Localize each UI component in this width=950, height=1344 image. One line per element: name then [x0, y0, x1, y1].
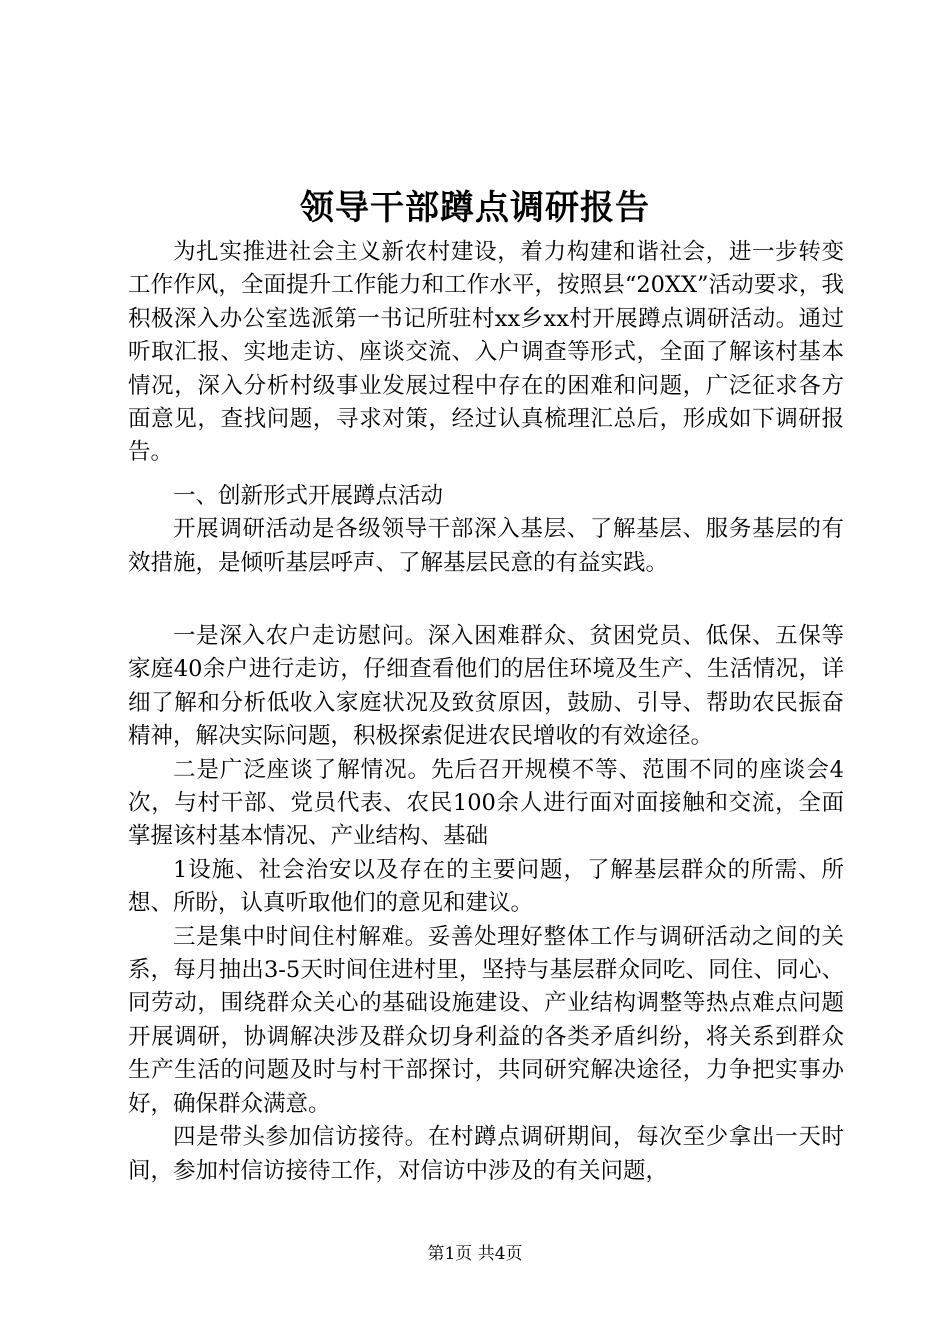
intro-paragraph: 为扎实推进社会主义新农村建设，着力构建和谐社会，进一步转变工作作风，全面提升工作能力和工作水平，按照县“20XX”活动要求，我积极深入办公室选派第一书记所驻村xx乡xx村开展蹲点调研活动。通过听取汇报、实地走访、座谈交流、入户调查等形式，全面了解该村基本情况，深入分析村级事业发展过程中存在的困难和问题，广泛征求各方面意见，查找问题，寻求对策，经过认真梳理汇总后，形成如下调研报告。 [128, 239, 844, 466]
intro-block [128, 236, 844, 470]
document-title: 领导干部蹲点调研报告 [300, 188, 650, 228]
point-1-paragraph: 一是深入农户走访慰问。深入困难群众、贫困党员、低保、五保等家庭40余户进行走访，仔细查看他们的居住环境及生产、生活情况，详细了解和分析低收入家庭状况及致贫原因，鼓励、引导、帮助农民振奋精神，解决实际问题，积极探索促进农民增收的有效途径。 [128, 623, 844, 750]
point-2-paragraph-part-b: 1设施、社会治安以及存在的主要问题，了解基层群众的所需、所想、所盼，认真听取他们的意见和建议。 [128, 856, 844, 917]
page-number-footer: 第1页 共4页 [427, 1244, 523, 1264]
section-1-block [128, 480, 844, 580]
point-3-paragraph: 三是集中时间住村解难。妥善处理好整体工作与调研活动之间的关系，每月抽出3-5天时间住进村里，坚持与基层群众同吃、同住、同心、同劳动，围绕群众关心的基础设施建设、产业结构调整等热点难点问题开展调研，协调解决涉及群众切身利益的各类矛盾纠纷，将关系到群众生产生活的问题及时与村干部探讨，共同研究解决途径，力争把实事办好，确保群众满意。 [128, 923, 844, 1117]
points-block [128, 620, 844, 1188]
point-4-paragraph: 四是带头参加信访接待。在村蹲点调研期间，每次至少拿出一天时间，参加村信访接待工作，对信访中涉及的有关问题， [128, 1124, 844, 1184]
section-1-lead-paragraph: 开展调研活动是各级领导干部深入基层、了解基层、服务基层的有效措施，是倾听基层呼声、了解基层民意的有益实践。 [128, 516, 844, 576]
point-2-paragraph-part-a: 二是广泛座谈了解情况。先后召开规模不等、范围不同的座谈会4次，与村干部、党员代表、农民100余人进行面对面接触和交流，全面掌握该村基本情况、产业结构、基础 [128, 756, 844, 850]
section-1-heading: 一、创新形式开展蹲点活动 [173, 483, 444, 509]
